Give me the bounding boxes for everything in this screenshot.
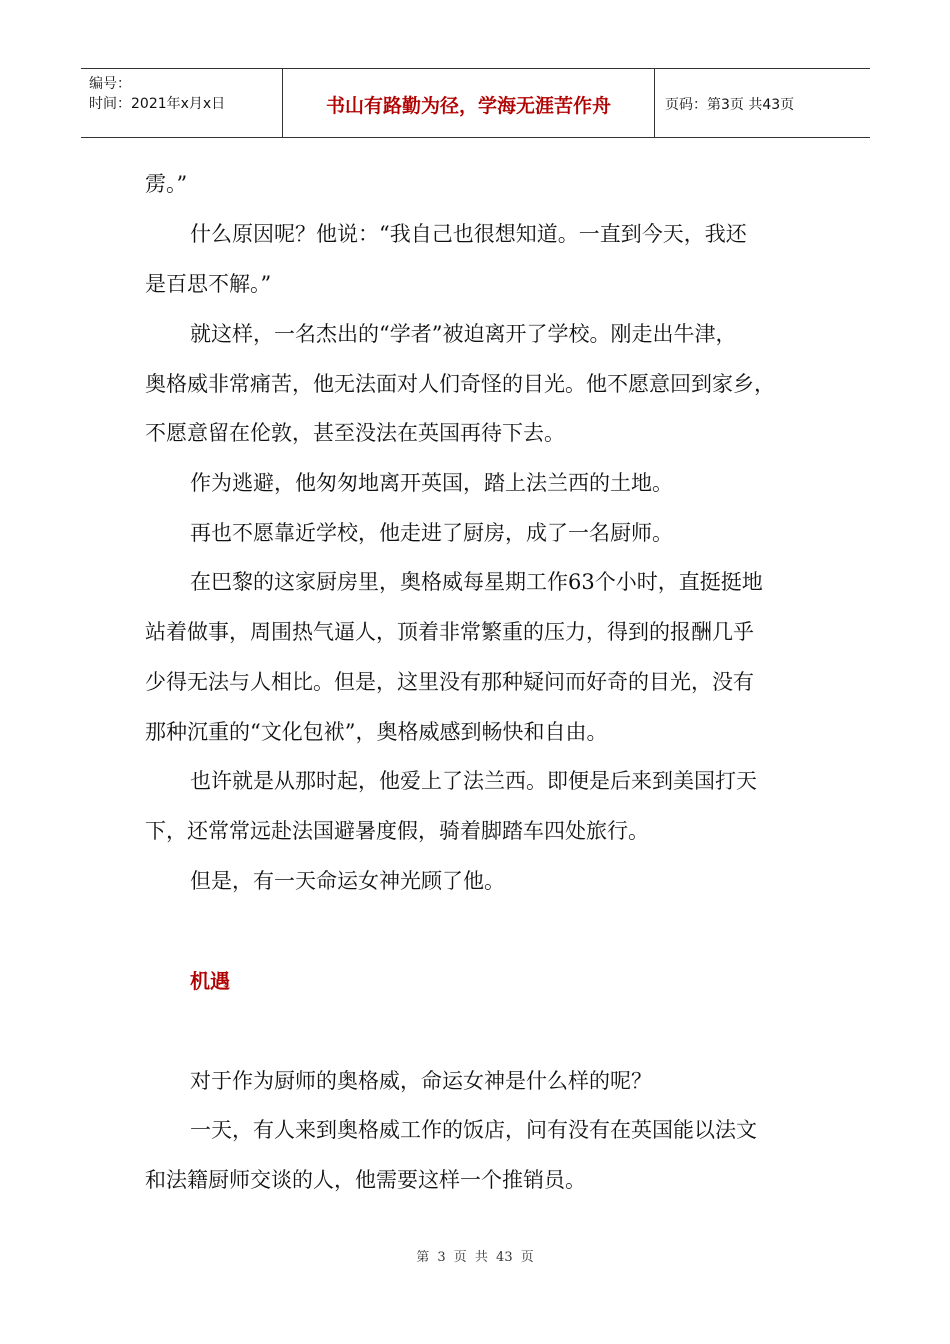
text-line: 在巴黎的这家厨房里，奥格威每星期工作63个小时，直挺挺地 bbox=[190, 570, 763, 594]
text-line: 和法籍厨师交谈的人，他需要这样一个推销员。 bbox=[145, 1168, 586, 1192]
text-line: 下，还常常远赴法国避暑度假，骑着脚踏车四处旅行。 bbox=[145, 819, 649, 843]
text-line: 就这样，一名杰出的“学者”被迫离开了学校。刚走出牛津， bbox=[190, 322, 737, 346]
text-line: 不愿意留在伦敦，甚至没法在英国再待下去。 bbox=[145, 421, 565, 445]
text-line: 作为逃避，他匆匆地离开英国，踏上法兰西的土地。 bbox=[190, 471, 673, 495]
section-heading: 机遇 bbox=[190, 969, 230, 993]
header-meta-cell bbox=[81, 69, 283, 137]
text-line: 站着做事，周围热气逼人，顶着非常繁重的压力，得到的报酬几乎 bbox=[145, 620, 754, 644]
text-line: 也许就是从那时起，他爱上了法兰西。即便是后来到美国打天 bbox=[190, 769, 757, 793]
text-line: 什么原因呢？他说：“我自己也很想知道。一直到今天，我还 bbox=[190, 222, 747, 246]
text-line: 雳。” bbox=[145, 172, 188, 196]
header-page-info: 页码：第3页 共43页 bbox=[665, 97, 795, 113]
header-page-cell bbox=[655, 69, 870, 137]
header-motto: 书山有路勤为径，学海无涯苦作舟 bbox=[325, 95, 611, 117]
text-line: 是百思不解。” bbox=[145, 272, 272, 296]
text-line: 奥格威非常痛苦，他无法面对人们奇怪的目光。他不愿意回到家乡， bbox=[145, 372, 775, 396]
text-line: 对于作为厨师的奥格威，命运女神是什么样的呢？ bbox=[190, 1069, 652, 1093]
text-line: 那种沉重的“文化包袱”，奥格威感到畅快和自由。 bbox=[145, 720, 608, 744]
page-header bbox=[81, 68, 870, 138]
page-footer: 第 3 页 共 43 页 bbox=[416, 1250, 534, 1265]
header-motto-cell bbox=[283, 69, 655, 137]
text-line: 但是，有一天命运女神光顾了他。 bbox=[190, 869, 505, 893]
document-number-label: 编号： bbox=[89, 76, 131, 92]
text-line: 少得无法与人相比。但是，这里没有那种疑问而好奇的目光，没有 bbox=[145, 670, 754, 694]
document-time-label: 时间：2021年x月x日 bbox=[89, 96, 226, 112]
text-line: 一天，有人来到奥格威工作的饭店，问有没有在英国能以法文 bbox=[190, 1118, 757, 1142]
text-line: 再也不愿靠近学校，他走进了厨房，成了一名厨师。 bbox=[190, 521, 673, 545]
